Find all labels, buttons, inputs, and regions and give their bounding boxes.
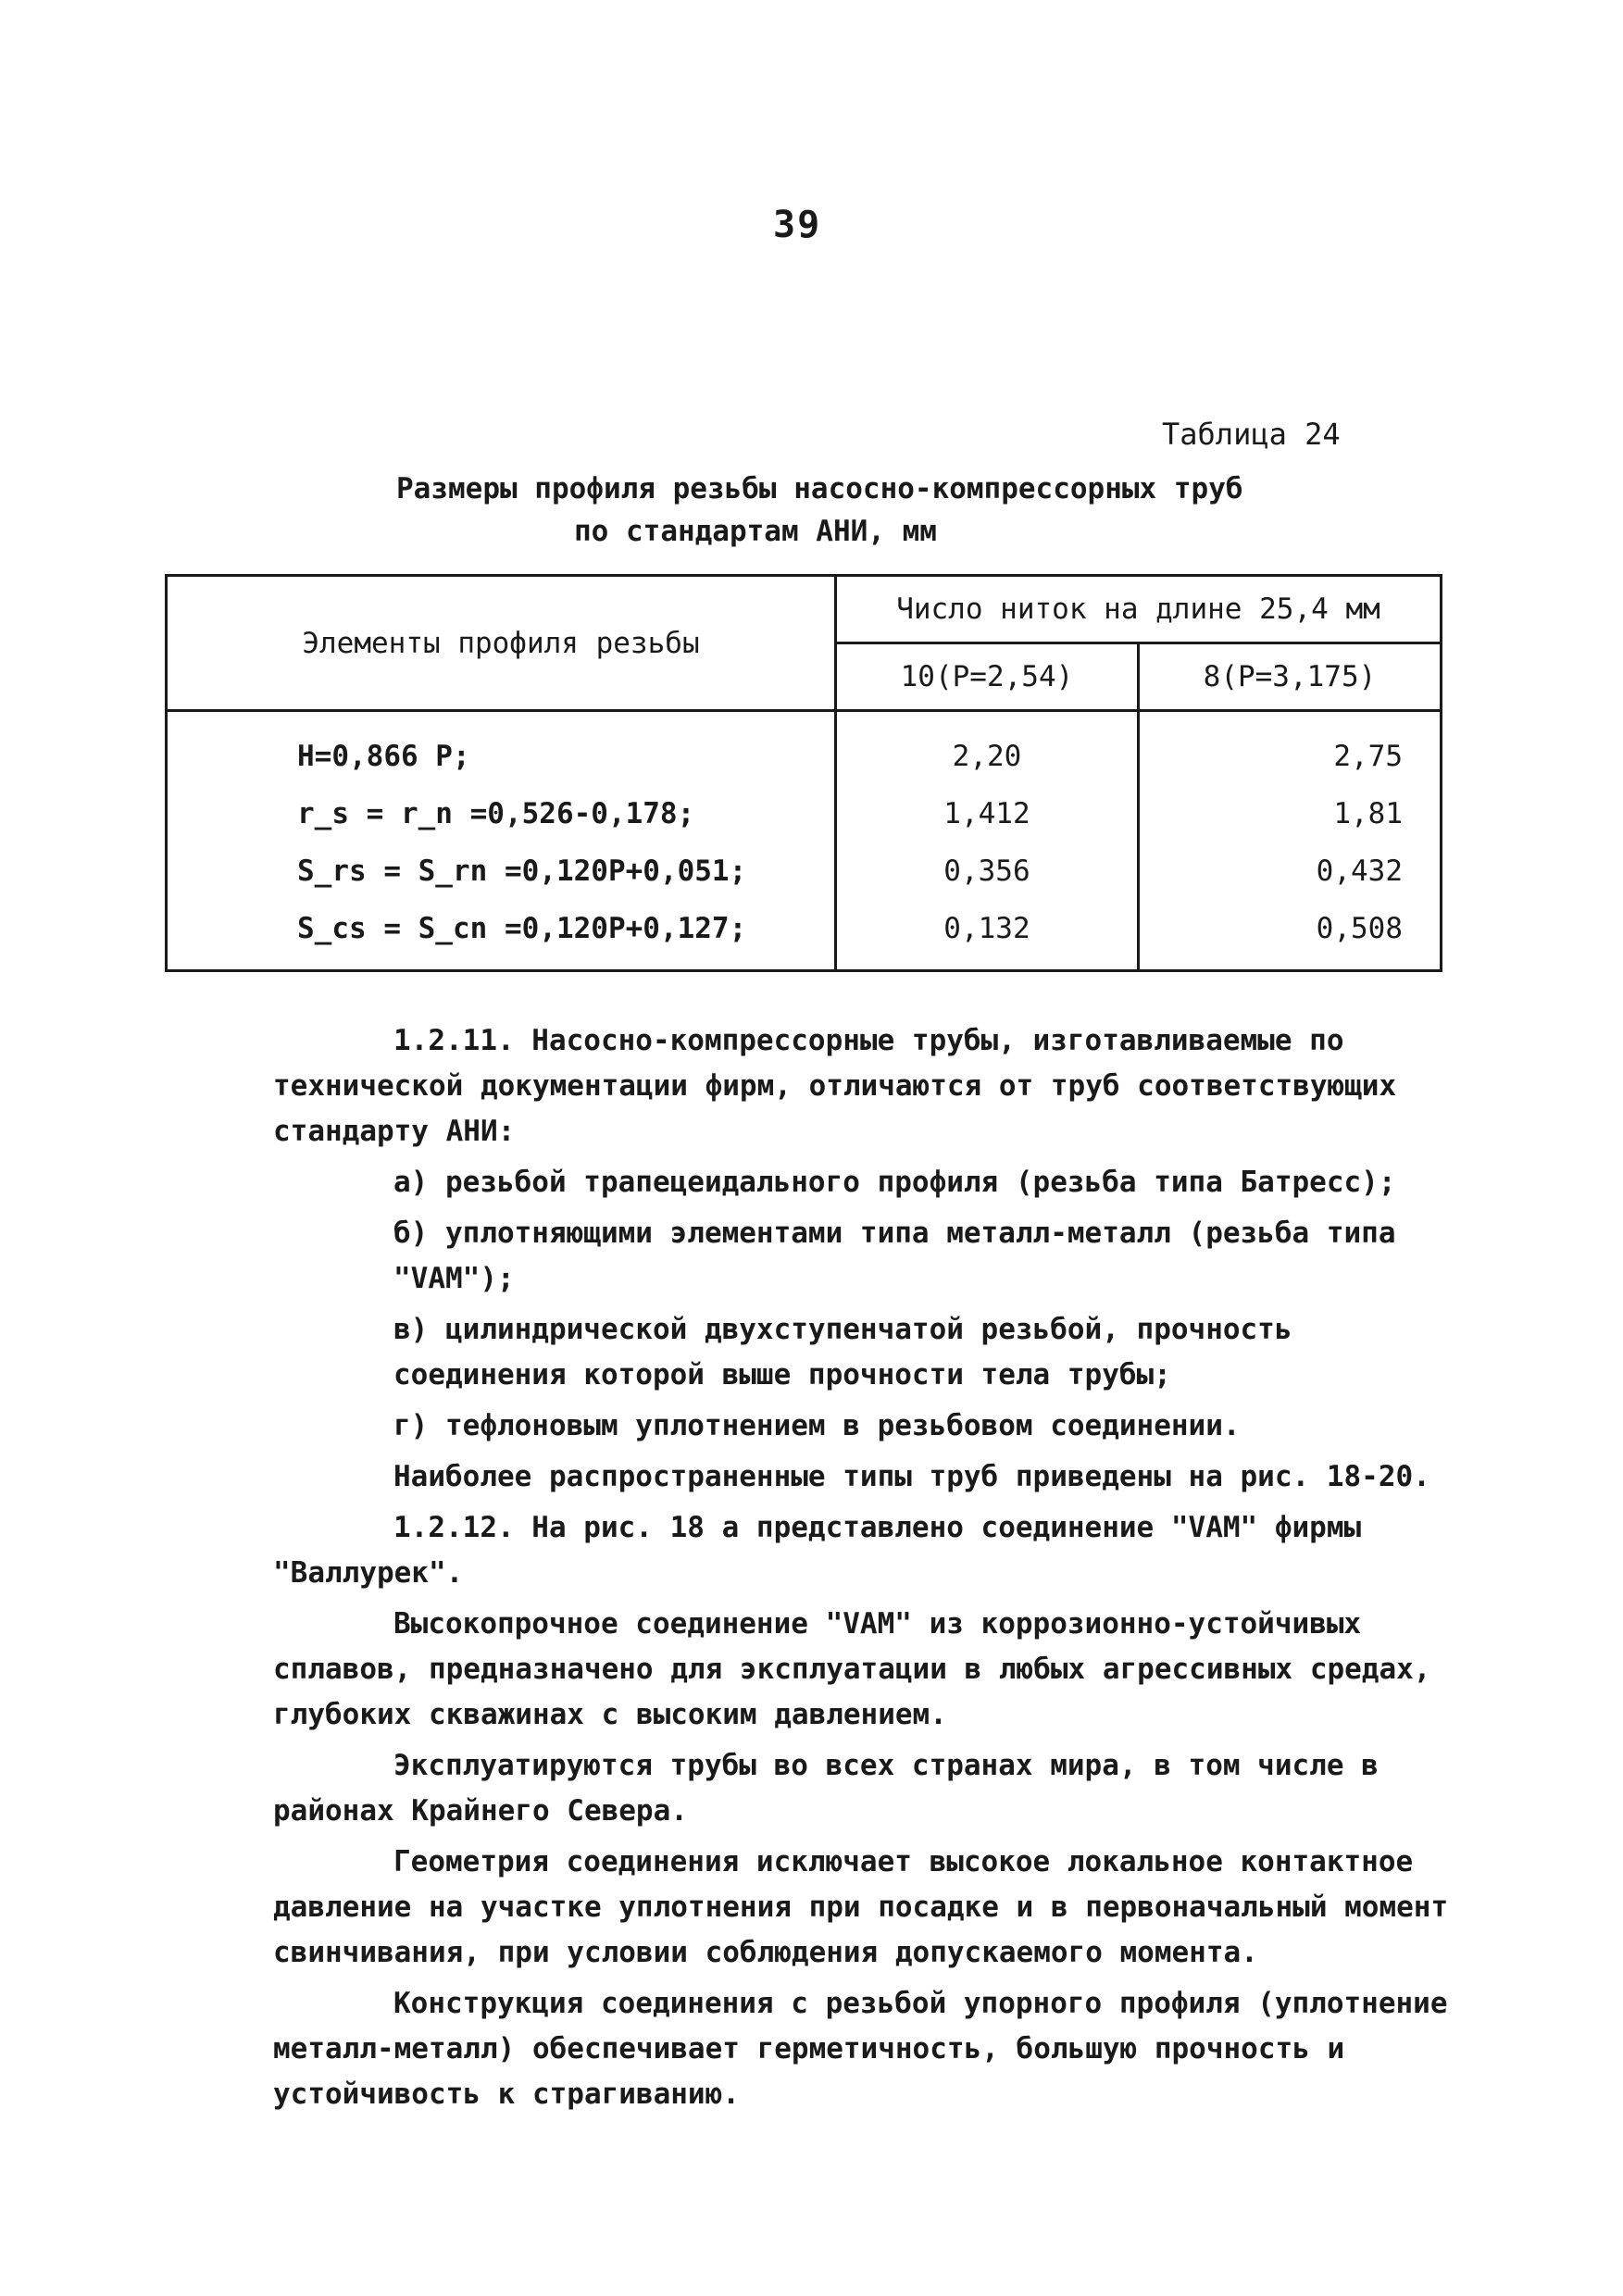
page-number: 39 bbox=[773, 204, 822, 246]
paragraph-geometry: Геометрия соединения исключает высокое локальное контактное давление на участке уплотнения при посадке и в первоначальный момент свинчивания, при условии соблюдения допускаемого момента. bbox=[273, 1845, 1449, 1969]
row-value-8: 2,75 bbox=[1138, 711, 1441, 786]
list-item-a: а) резьбой трапецеидального профиля (резьба типа Батресс); bbox=[393, 1166, 1396, 1199]
row-element: S_rs = S_rn =0,120P+0,051; bbox=[167, 842, 836, 900]
header-col-8: 8(P=3,175) bbox=[1138, 643, 1441, 711]
header-elements: Элементы профиля резьбы bbox=[167, 576, 836, 711]
row-value-10: 0,356 bbox=[835, 842, 1138, 900]
table-row bbox=[167, 785, 1442, 842]
row-value-8: 0,508 bbox=[1138, 900, 1441, 971]
row-value-8: 1,81 bbox=[1138, 785, 1441, 842]
paragraph-1-2-12: 1.2.12. На рис. 18 а представлено соединение "VAM" фирмы "Валлурек". bbox=[273, 1511, 1362, 1590]
table-caption-line-1: Размеры профиля резьбы насосно-компрессорных труб bbox=[396, 472, 1243, 505]
paragraph-1-2-11: 1.2.11. Насосно-компрессорные трубы, изготавливаемые по технической документации фирм, отличаются от труб соответствующих стандарту АНИ: bbox=[273, 1024, 1397, 1148]
row-element: S_cs = S_cn =0,120P+0,127; bbox=[167, 900, 836, 971]
list-item-b: б) уплотняющими элементами типа металл-металл (резьба типа "VAM"); bbox=[393, 1217, 1396, 1295]
header-threads: Число ниток на длине 25,4 мм bbox=[835, 576, 1441, 643]
thread-profile-table bbox=[165, 574, 1442, 972]
table-row bbox=[167, 842, 1442, 900]
row-value-10: 2,20 bbox=[835, 711, 1138, 786]
paragraph-high-strength: Высокопрочное соединение "VAM" из коррозионно-устойчивых сплавов, предназначено для эксплуатации в любых агрессивных средах, глубоких скважинах с высоким давлением. bbox=[273, 1607, 1431, 1731]
table-row bbox=[167, 900, 1442, 971]
table-label: Таблица 24 bbox=[1162, 417, 1341, 452]
paragraph-design: Конструкция соединения с резьбой упорного профиля (уплотнение металл-металл) обеспечивает герметичность, большую прочность и устойчивость к страгиванию. bbox=[273, 1987, 1448, 2111]
table-row bbox=[167, 711, 1442, 786]
row-value-8: 0,432 bbox=[1138, 842, 1441, 900]
list-item-g: г) тефлоновым уплотнением в резьбовом соединении. bbox=[393, 1409, 1241, 1442]
row-value-10: 1,412 bbox=[835, 785, 1138, 842]
table-caption-line-2: по стандартам АНИ, мм bbox=[574, 515, 937, 548]
body-text bbox=[273, 1018, 1477, 2123]
table-caption bbox=[389, 468, 1296, 553]
paragraph-operation: Эксплуатируются трубы во всех странах мира, в том числе в районах Крайнего Севера. bbox=[273, 1749, 1379, 1828]
row-value-10: 0,132 bbox=[835, 900, 1138, 971]
paragraph-common-types: Наиболее распространенные типы труб приведены на рис. 18-20. bbox=[393, 1460, 1430, 1493]
row-element: H=0,866 P; bbox=[167, 711, 836, 786]
list-item-v: в) цилиндрической двухступенчатой резьбой, прочность соединения которой выше прочности тела трубы; bbox=[393, 1313, 1292, 1391]
header-col-10: 10(P=2,54) bbox=[835, 643, 1138, 711]
row-element: r_s = r_n =0,526-0,178; bbox=[167, 785, 836, 842]
